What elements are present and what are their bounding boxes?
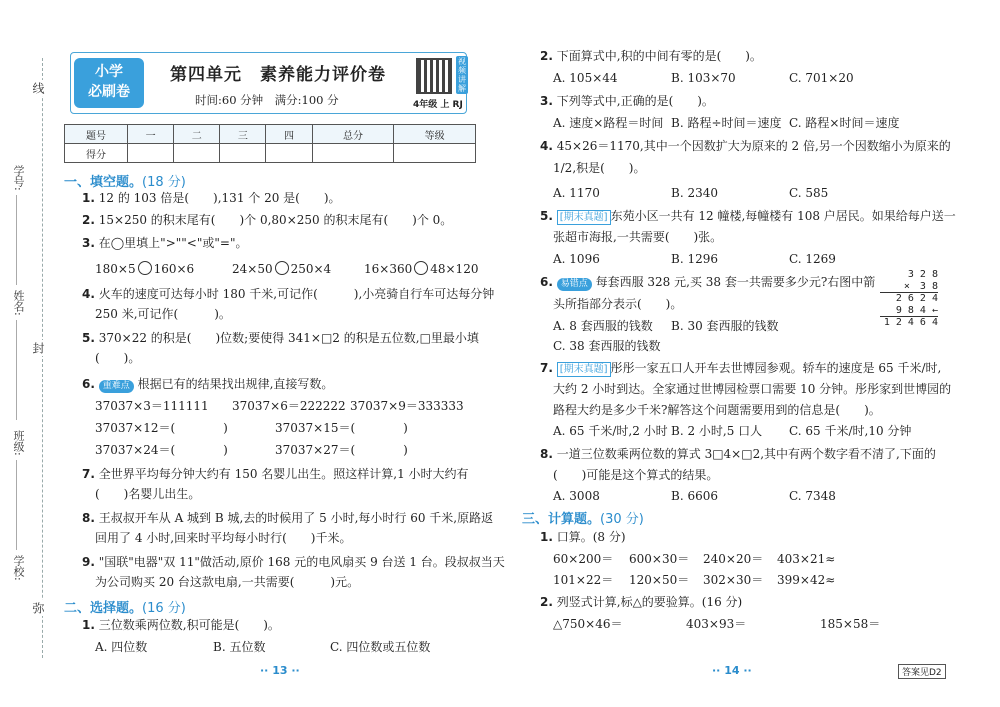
field-name: 姓名: xyxy=(12,290,25,316)
option[interactable]: C. 38 套西服的钱数 xyxy=(553,339,661,353)
score-row xyxy=(65,144,476,163)
option[interactable]: A. 1170 xyxy=(553,186,600,200)
vertical-calc[interactable]: 403×93＝ xyxy=(686,617,747,631)
section-title: 三、计算题。 xyxy=(522,512,601,527)
question-2-6: 6. 易错点 每套西服 328 元,买 38 套一共需要多少元?右图中箭 xyxy=(540,275,876,289)
question-2-8: 8. 一道三位数乘两位数的算式 3□4×□2,其中有两个数字看不清了,下面的 xyxy=(540,447,936,461)
score-header-cell: 三 xyxy=(220,125,266,144)
oral-calc[interactable]: 60×200＝ xyxy=(553,552,614,566)
compare-item-2: 24×50 250×4 xyxy=(232,262,332,276)
margin-label-seal: 封 xyxy=(31,342,45,354)
compare-item-3: 16×360 48×120 xyxy=(364,262,479,276)
score-header-cell: 一 xyxy=(128,125,174,144)
option[interactable]: C. 1269 xyxy=(789,252,836,266)
mult-line-arrow: 9 8 4 ← xyxy=(880,305,938,318)
brand-logo xyxy=(74,58,144,108)
oral-calc[interactable]: 101×22＝ xyxy=(553,573,614,587)
option[interactable]: A. 8 套西服的钱数 xyxy=(553,319,653,333)
question-2-2: 2. 下面算式中,积的中间有零的是( )。 xyxy=(540,49,762,63)
pattern-row-2: 37037×12＝( ) xyxy=(95,421,228,435)
margin-label-line: 线 xyxy=(31,82,45,94)
exam-tag: [期末真题] xyxy=(557,362,611,377)
section-points: (18 分) xyxy=(142,175,186,190)
score-table xyxy=(64,124,476,163)
section-points: (16 分) xyxy=(142,601,186,616)
oral-calc[interactable]: 399×42≈ xyxy=(777,573,836,587)
section-choice xyxy=(64,597,186,616)
pattern-row-3: 37037×24＝( ) xyxy=(95,443,228,457)
compare-item-1: 180×5 160×6 xyxy=(95,262,195,276)
vertical-calc[interactable]: △750×46＝ xyxy=(553,617,623,631)
mult-line: × 3 8 xyxy=(880,281,938,294)
question-1-6: 6. 重难点 根据已有的结果找出规律,直接写数。 xyxy=(82,377,334,391)
question-1-5-cont: ( )。 xyxy=(95,351,141,365)
question-1-9: 9. "国联"电器"双 11"做活动,原价 168 元的电风扇买 9 台送 1 台。段叔叔当天 xyxy=(82,555,505,569)
score-header-row xyxy=(65,125,476,144)
score-cell[interactable] xyxy=(128,144,174,163)
score-cell[interactable] xyxy=(312,144,394,163)
option[interactable]: B. 103×70 xyxy=(671,71,736,85)
option[interactable]: C. 7348 xyxy=(789,489,836,503)
oral-calc[interactable]: 600×30＝ xyxy=(629,552,690,566)
oral-calc[interactable]: 240×20＝ xyxy=(703,552,764,566)
option[interactable]: C. 四位数或五位数 xyxy=(330,640,431,654)
field-class: 班级: xyxy=(12,430,25,456)
question-1-5: 5. 370×22 的积是( )位数;要使得 341×□2 的积是五位数,□里最小填 xyxy=(82,331,479,345)
mistake-tag: 易错点 xyxy=(557,278,592,291)
option[interactable]: A. 1096 xyxy=(553,252,600,266)
question-1-2: 2. 15×250 的积末尾有( )个 0,80×250 的积末尾有( )个 0。 xyxy=(82,213,453,227)
question-2-4-cont: 1/2,积是( )。 xyxy=(553,161,646,175)
question-1-4: 4. 火车的速度可达每小时 180 千米,可记作( ),小亮骑自行车可达每分钟 xyxy=(82,287,495,301)
question-1-3: 3. 在◯里填上">""<"或"="。 xyxy=(82,236,248,250)
section-points: (30 分) xyxy=(600,512,644,527)
option[interactable]: A. 105×44 xyxy=(553,71,618,85)
difficulty-tag: 重难点 xyxy=(99,380,134,393)
question-2-1: 1. 三位数乘两位数,积可能是( )。 xyxy=(82,618,280,632)
mult-line: 3 2 8 xyxy=(907,269,938,280)
question-2-5-cont: 张超市海报,一共需要( )张。 xyxy=(553,230,723,244)
compare-circle[interactable] xyxy=(138,261,152,275)
score-header-cell: 题号 xyxy=(65,125,128,144)
mult-line: 2 6 2 4 xyxy=(895,293,938,304)
field-line xyxy=(16,195,17,285)
option[interactable]: A. 速度×路程＝时间 xyxy=(553,116,664,130)
brand-line-2: 必刷卷 xyxy=(88,84,130,100)
option[interactable]: A. 3008 xyxy=(553,489,600,503)
binding-line xyxy=(42,58,43,658)
oral-calc[interactable]: 403×21≈ xyxy=(777,552,836,566)
option[interactable]: C. 65 千米/时,10 分钟 xyxy=(789,424,912,438)
question-1-7-cont: ( )名婴儿出生。 xyxy=(95,487,201,501)
page-number-right: ·· 14 ·· xyxy=(712,664,752,677)
score-cell[interactable] xyxy=(266,144,312,163)
option[interactable]: C. 路程×时间＝速度 xyxy=(789,116,900,130)
question-1-9-cont: 为公司购买 20 台这款电扇,一共需要( )元。 xyxy=(95,575,360,589)
score-header-cell: 等级 xyxy=(394,125,476,144)
pattern-row-3: 37037×27＝( ) xyxy=(275,443,408,457)
pattern-row-1: 37037×6＝222222 xyxy=(232,399,346,413)
field-student-id: 学号: xyxy=(12,165,25,191)
score-row-label: 得分 xyxy=(65,144,128,163)
question-2-7-cont2: 路程大约是多少千米?解答这个问题需要用到的信息是( )。 xyxy=(553,403,881,417)
page-number-left: ·· 13 ·· xyxy=(260,664,300,677)
option[interactable]: B. 2340 xyxy=(671,186,718,200)
section-fill-in xyxy=(64,171,186,190)
question-2-3: 3. 下列等式中,正确的是( )。 xyxy=(540,94,714,108)
pattern-row-1: 37037×3＝111111 xyxy=(95,399,209,413)
question-3-2: 2. 列竖式计算,标△的要验算。(16 分) xyxy=(540,595,743,609)
mult-line: 1 2 4 6 4 xyxy=(883,317,938,328)
qr-label: 视频讲解 xyxy=(458,57,466,93)
exam-info: 时间:60 分钟 满分:100 分 xyxy=(195,93,339,107)
margin-label-mi: 弥 xyxy=(31,602,45,614)
oral-calc[interactable]: 120×50＝ xyxy=(629,573,690,587)
score-cell[interactable] xyxy=(174,144,220,163)
option[interactable]: B. 6606 xyxy=(671,489,718,503)
oral-calc[interactable]: 302×30＝ xyxy=(703,573,764,587)
section-title: 二、选择题。 xyxy=(64,601,143,616)
score-header-cell: 二 xyxy=(174,125,220,144)
brand-line-1: 小学 xyxy=(95,64,123,80)
question-1-1: 1. 12 的 103 倍是( ),131 个 20 是( )。 xyxy=(82,191,341,205)
exam-tag: [期末真题] xyxy=(557,210,611,225)
score-cell[interactable] xyxy=(220,144,266,163)
score-header-cell: 总分 xyxy=(312,125,394,144)
section-title: 一、填空题。 xyxy=(64,175,143,190)
question-2-7: 7. [期末真题] 彤彤一家五口人开车去世博园参观。轿车的速度是 65 千米/时, xyxy=(540,361,942,375)
vertical-calc[interactable]: 185×58＝ xyxy=(820,617,881,631)
option[interactable]: B. 1296 xyxy=(671,252,718,266)
question-2-4: 4. 45×26＝1170,其中一个因数扩大为原来的 2 倍,另一个因数缩小为原来的 xyxy=(540,139,951,153)
qr-code-icon[interactable] xyxy=(416,58,452,94)
pattern-row-1: 37037×9＝333333 xyxy=(350,399,464,413)
question-2-7-cont: 大约 2 小时到达。全家通过世博园检票口需要 10 分钟。彤彤家到世博园的 xyxy=(553,382,952,396)
option[interactable]: A. 65 千米/时,2 小时 xyxy=(553,424,668,438)
compare-circle[interactable] xyxy=(414,261,428,275)
option[interactable]: C. 585 xyxy=(789,186,829,200)
question-3-1: 1. 口算。(8 分) xyxy=(540,530,626,544)
question-2-8-cont: ( )可能是这个算式的结果。 xyxy=(553,468,719,482)
score-header-cell: 四 xyxy=(266,125,312,144)
option[interactable]: C. 701×20 xyxy=(789,71,854,85)
field-school: 学校: xyxy=(12,555,25,581)
option[interactable]: A. 四位数 xyxy=(95,640,148,654)
question-2-6-cont: 头所指部分表示( )。 xyxy=(553,297,683,311)
pattern-row-2: 37037×15＝( ) xyxy=(275,421,408,435)
question-1-8-cont: 回用了 4 小时,回来时平均每小时行( )千米。 xyxy=(95,531,352,545)
vertical-multiplication xyxy=(880,269,938,329)
field-line xyxy=(16,460,17,550)
option[interactable]: B. 路程÷时间＝速度 xyxy=(671,116,782,130)
answer-reference: 答案见D2 xyxy=(898,664,946,679)
question-1-4-cont: 250 米,可记作( )。 xyxy=(95,307,231,321)
option[interactable]: B. 2 小时,5 口人 xyxy=(671,424,763,438)
question-2-5: 5. [期末真题] 东苑小区一共有 12 幢楼,每幢楼有 108 户居民。如果给每户送一 xyxy=(540,209,956,223)
page-title: 第四单元 素养能力评价卷 xyxy=(170,65,386,85)
question-1-7: 7. 全世界平均每分钟大约有 150 名婴儿出生。照这样计算,1 小时大约有 xyxy=(82,467,469,481)
field-line xyxy=(16,320,17,420)
score-cell[interactable] xyxy=(394,144,476,163)
option[interactable]: B. 五位数 xyxy=(213,640,266,654)
option[interactable]: B. 30 套西服的钱数 xyxy=(671,319,779,333)
compare-circle[interactable] xyxy=(275,261,289,275)
section-calculation xyxy=(522,508,644,527)
grade-label: 4年级 上 RJ xyxy=(413,100,463,110)
question-1-8: 8. 王叔叔开车从 A 城到 B 城,去的时候用了 5 小时,每小时行 60 千米,原路返 xyxy=(82,511,494,525)
